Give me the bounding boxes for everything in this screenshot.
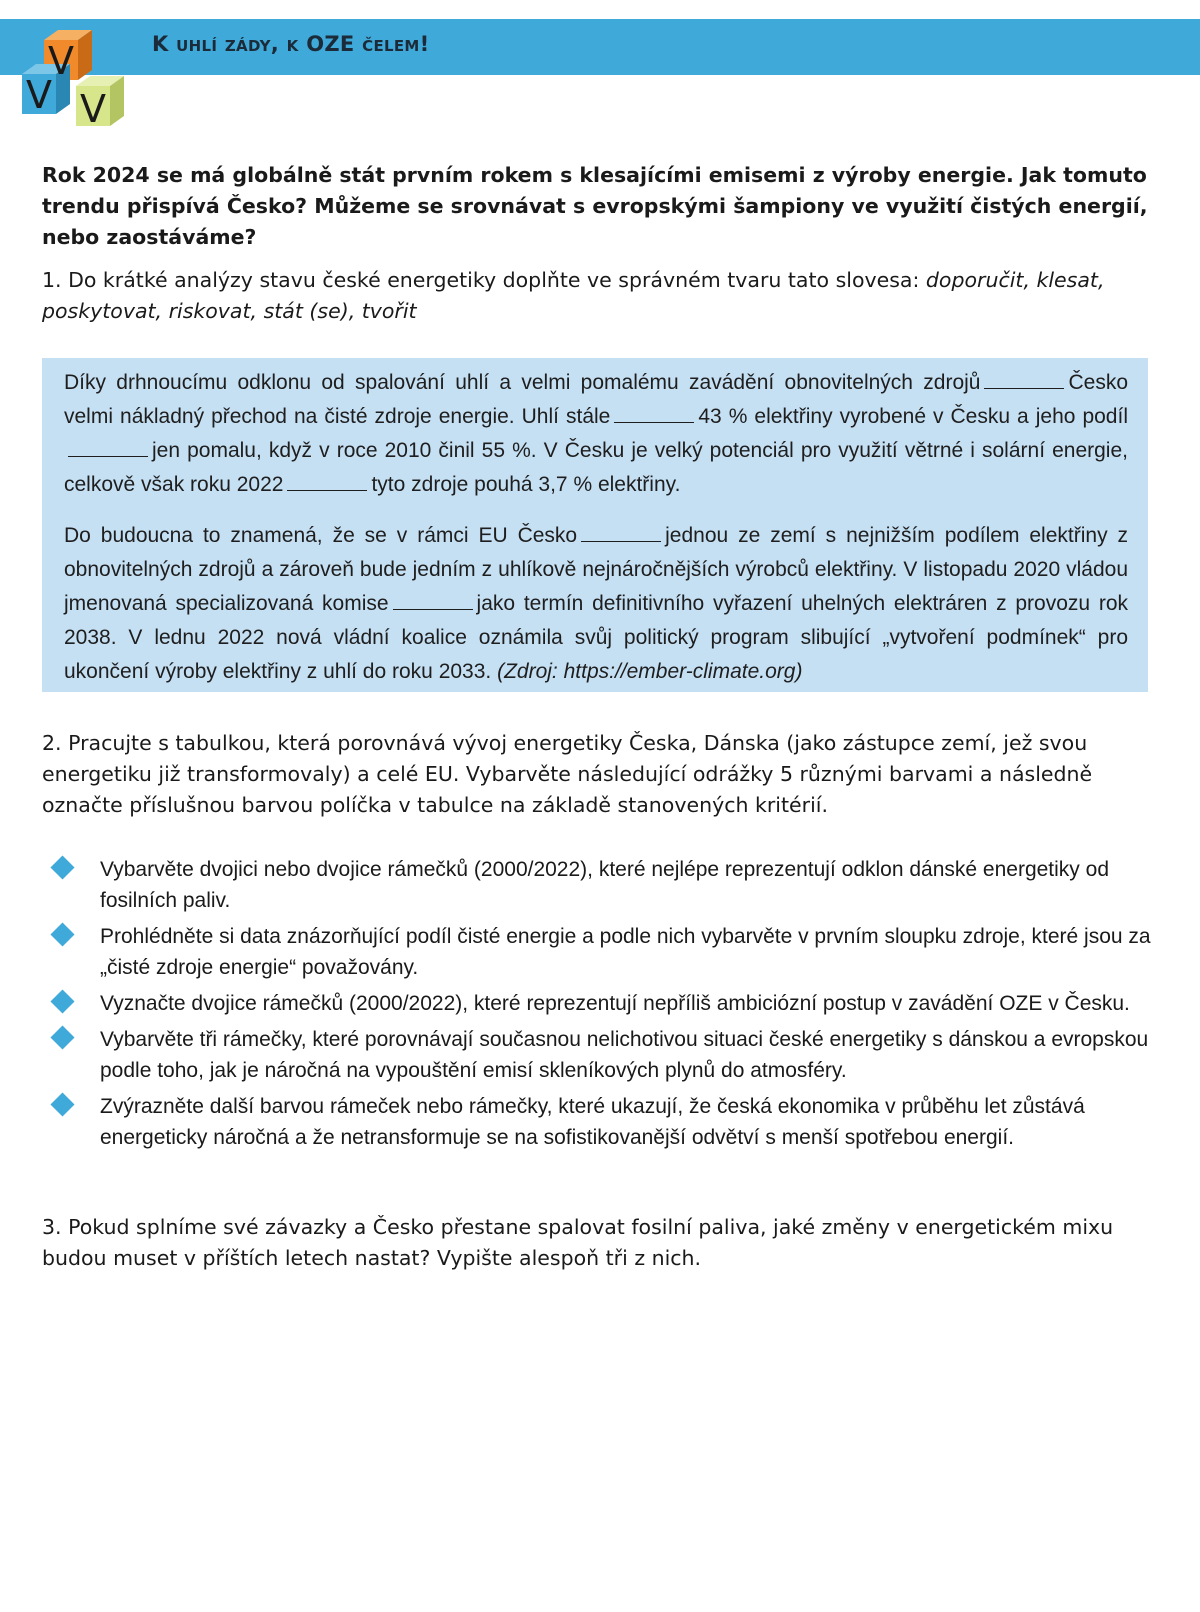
- task-2: 2. Pracujte s tabulkou, která porovnává vývoj energetiky Česka, Dánska (jako zástupce zemí, jež svou energetiku již transformovaly) a celé EU. Vybarvěte následující odrážky 5 různými barvami a následně označte příslušnou barvou políčka v tabulce na základě stanovených kritérií.: [42, 731, 1093, 817]
- cloze-text: jako termín definitivního vyřazení uhelných elektráren z provozu rok 2038. V lednu 2022 nová vládní koalice oznámila svůj politický program slibující „vytvoření podmínek“ pro ukončení výroby elektřiny z uhlí do roku 2033.: [64, 592, 1129, 683]
- task-1: [42, 265, 1172, 327]
- cloze-text: jen pomalu, když v roce 2010 činil 55 %. V Česku je velký potenciál pro využití větrné i solární energie, celkově však roku 2022: [64, 439, 1128, 496]
- list-item: [46, 854, 1176, 916]
- list-item: [46, 1024, 1176, 1086]
- cloze-box: [42, 358, 1148, 692]
- diamond-bullet-icon: [50, 1092, 74, 1116]
- cloze-text: 43 % elektřiny vyrobené v Česku a jeho podíl: [698, 405, 1128, 428]
- blank-field[interactable]: [581, 523, 661, 542]
- blank-field[interactable]: [614, 404, 694, 423]
- logo-cubes: [18, 24, 132, 130]
- bullet-text: Vybarvěte dvojici nebo dvojice rámečků (2000/2022), které nejlépe reprezentují odklon dánské energetiky od fosilních paliv.: [100, 858, 1109, 912]
- page-title: K uhlí zády, k OZE čelem!: [152, 32, 430, 56]
- cloze-text: Díky drhnoucímu odklonu od spalování uhlí a velmi pomalému zavádění obnovitelných zdrojů: [64, 371, 981, 394]
- cloze-text: Česko velmi nákladný přechod na čisté zdroje energie. Uhlí stále: [64, 371, 1128, 428]
- task-3: 3. Pokud splníme své závazky a Česko přestane spalovat fosilní paliva, jaké změny v energetickém mixu budou muset v příštích letech nastat? Vypište alespoň tři z nich.: [42, 1215, 1114, 1270]
- bullet-list: [46, 854, 1176, 1158]
- cloze-text: jednou ze zemí s nejnižším podílem elektřiny z obnovitelných zdrojů a zároveň bude jedním z uhlíkově nejnáročnějších výrobců elektřiny. V listopadu 2020 vládou jmenovaná specializovaná komise: [64, 524, 1128, 615]
- task-1-text: 1. Do krátké analýzy stavu české energetiky doplňte ve správném tvaru tato slovesa:: [42, 268, 926, 292]
- list-item: [46, 1091, 1176, 1153]
- source-citation: (Zdroj: https://ember-climate.org): [497, 660, 803, 683]
- diamond-bullet-icon: [50, 922, 74, 946]
- blank-field[interactable]: [68, 438, 148, 457]
- blank-field[interactable]: [287, 472, 367, 491]
- bullet-text: Vybarvěte tři rámečky, které porovnávají současnou nelichotivou situaci české energetiky s dánskou a evropskou podle toho, jak je náročná na vypouštění emisí skleníkových plynů do atmosféry.: [100, 1028, 1149, 1082]
- diamond-bullet-icon: [50, 855, 74, 879]
- list-item: [46, 988, 1176, 1019]
- cloze-text: Do budoucna to znamená, že se v rámci EU Česko: [64, 524, 578, 547]
- cloze-paragraph-1: [64, 366, 1128, 502]
- blank-field[interactable]: [393, 591, 473, 610]
- cloze-text: tyto zdroje pouhá 3,7 % elektřiny.: [371, 473, 681, 496]
- diamond-bullet-icon: [50, 989, 74, 1013]
- task-1-verbs: doporučit, klesat, poskytovat, riskovat, stát (se), tvořit: [42, 268, 1105, 323]
- diamond-bullet-icon: [50, 1025, 74, 1049]
- logo-letter-3: V: [80, 87, 106, 130]
- cloze-paragraph-2: [64, 519, 1128, 689]
- bullet-text: Zvýrazněte další barvou rámeček nebo rámečky, které ukazují, že česká ekonomika v průběhu let zůstává energeticky náročná a že netransformuje se na sofistikovanější odvětví s menší spotřebou energií.: [100, 1095, 1085, 1149]
- bullet-text: Prohlédněte si data znázorňující podíl čisté energie a podle nich vybarvěte v prvním sloupku zdroje, které jsou za „čisté zdroje energie“ považovány.: [100, 925, 1151, 979]
- bullet-text: Vyznačte dvojice rámečků (2000/2022), které reprezentují nepříliš ambiciózní postup v zavádění OZE v Česku.: [100, 992, 1130, 1015]
- intro-text: Rok 2024 se má globálně stát prvním rokem s klesajícími emisemi z výroby energie. Jak tomuto trendu přispívá Česko? Můžeme se srovnávat s evropskými šampiony ve využití čistých energií, nebo zaostáváme?: [42, 163, 1148, 249]
- logo-letter-2: V: [26, 73, 52, 117]
- list-item: [46, 921, 1176, 983]
- blank-field[interactable]: [984, 370, 1064, 389]
- logo-letter-1: V: [48, 39, 74, 83]
